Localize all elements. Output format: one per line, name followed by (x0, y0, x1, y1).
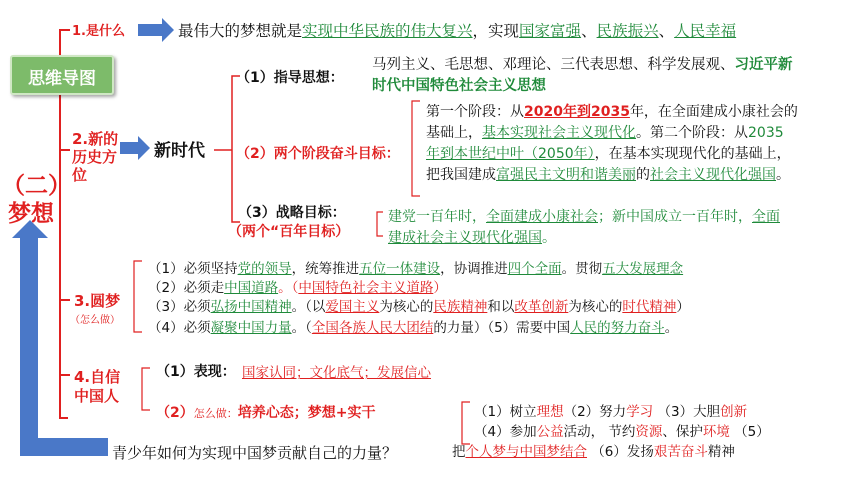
dream-row2-segment: （2）必须走 (148, 280, 225, 296)
performance-content-segment: 国家认同；文化底气；发展信心 (242, 365, 431, 381)
how-to-small: 怎么做： (193, 407, 238, 420)
two-stage-line1 (426, 101, 798, 121)
two-stage-line4-segment: 把我国建成 (426, 167, 496, 183)
detail-line1-segment: 创新 (720, 404, 748, 420)
branch2-label-line3: 位 (72, 166, 88, 184)
strategic-goal-line2-segment: 。 (542, 230, 556, 246)
detail-line2-segment: （4）参加 (474, 424, 537, 440)
detail-line2-segment: 公益 (536, 424, 564, 440)
detail-line1-segment: （1）树立 (474, 404, 537, 420)
branch1-content-segment: 民族振兴 (596, 22, 659, 40)
detail-line1-segment: （2）努力 (563, 404, 627, 420)
branch4-label-line2: 中国人 (74, 387, 120, 405)
strategic-goal-line1-segment: 建党一百年时， (388, 209, 486, 225)
strategic-goal-label-line1: （3）战略目标： (238, 205, 346, 221)
branch1-content-segment: 人民幸福 (674, 22, 737, 40)
two-stage-label: （2）两个阶段奋斗目标： (236, 146, 400, 162)
dream-row4-segment: 全国各族人民大团结 (311, 320, 434, 336)
dream-row1-segment: 党的领导 (237, 261, 292, 277)
two-stage-line1-segment: 2020年到2035 (524, 104, 630, 120)
branch4-label-line1: 4.自信 (74, 368, 121, 386)
branch1-content-segment: 最伟大的梦想就是 (178, 22, 303, 40)
question-text: 青少年如何为实现中国梦贡献自己的力量？ (112, 444, 398, 462)
arrow-right-icon (138, 18, 174, 42)
detail-line3 (452, 440, 735, 460)
branch2-label-line1: 2.新的 (72, 130, 119, 148)
guiding-thought-line1-segment: 习近平新 (734, 57, 793, 73)
strategic-goal-line1-segment: 全面建成小康社会 (486, 209, 598, 225)
center-node (2, 172, 71, 228)
dream-row1-segment: 五位一体建设 (359, 261, 441, 277)
dream-row3-segment: 民族精神 (433, 299, 488, 315)
strategic-goal-label (228, 204, 350, 242)
how-to-prefix: （2） (156, 405, 194, 421)
two-stage-line4-segment: 的 (636, 167, 650, 183)
detail-line1-segment: 理想 (536, 404, 564, 420)
new-era-node: 新时代 (154, 141, 205, 161)
branch1-content (178, 19, 736, 41)
dream-row1 (148, 257, 683, 277)
dream-row4-segment: （4）必须 (148, 320, 211, 336)
dream-row3-segment: 时代精神 (622, 299, 677, 315)
branch3-sublabel: （怎么做） (70, 315, 120, 326)
dream-row1-segment: （1）必须坚持 (148, 261, 238, 277)
dream-row3 (148, 295, 690, 315)
dream-row3-segment: 为核心的 (379, 299, 434, 315)
dream-row2 (148, 276, 447, 296)
mind-map-badge (10, 55, 114, 95)
detail-bracket (462, 402, 470, 444)
two-stage-line2-segment: 2035 (748, 125, 784, 141)
two-stage-line1-segment: 年，在全面建成小康社会的 (629, 104, 798, 120)
dream-row4-segment: 。（ (291, 320, 312, 336)
strategic-goal-line1-segment: 全面 (752, 209, 780, 225)
branch1-content-segment: 实现中华民族的伟大复兴 (302, 22, 473, 40)
dream-row3-segment: 为核心的 (568, 299, 623, 315)
branch1-label: 1.是什么 (72, 24, 125, 39)
dream-row3-segment: 改革创新 (514, 299, 569, 315)
branch1-content-segment: 、 (658, 22, 675, 40)
branch1-content-segment: 国家富强 (519, 22, 582, 40)
dream-row2-segment: 中国特色社会主义道路 (298, 280, 434, 296)
detail-line2 (474, 420, 770, 440)
dream-row3-segment: 。（以 (291, 299, 326, 315)
dream-row4-segment: 。 (664, 320, 679, 336)
two-stage-line3-segment: ，在基本实现现代化的基础上， (594, 146, 791, 162)
dream-row1-segment: 。贯彻 (561, 261, 603, 277)
strategic-goal-line1-segment: ；新中国成立一百年时， (598, 209, 752, 225)
two-stage-line2-segment: 基本实现社会主义现代化 (482, 125, 636, 141)
dream-row3-segment: 爱国主义 (325, 299, 380, 315)
detail-line2-segment: 环境 (702, 424, 730, 440)
dream-row3-segment: ） (676, 299, 690, 315)
how-to-text: 培养心态；梦想+实干 (237, 405, 376, 421)
guiding-thought-line1 (372, 53, 793, 74)
detail-line3-segment: 精神 (707, 444, 735, 460)
dream-row4-segment: 凝聚中国力量 (210, 320, 292, 336)
detail-line3-segment: 艰苦奋斗 (653, 444, 708, 460)
detail-line2-segment: 资源 (635, 424, 663, 440)
strategic-goal-label-line2: （两个“百年目标） (228, 224, 350, 240)
two-stage-line4 (426, 164, 790, 184)
guiding-thought-line2-segment: 时代中国特色社会主义思想 (372, 78, 546, 94)
mind-map-badge-label: 思维导图 (28, 69, 96, 89)
two-stage-line4-segment: 。 (776, 167, 790, 183)
detail-line3-segment: 个人梦与中国梦结合 (465, 444, 587, 460)
branch1-content-segment: ，实现 (472, 22, 520, 40)
two-stage-line3-segment: 年到本世纪中叶（2050年） (426, 146, 595, 162)
guiding-thought-line2 (372, 74, 546, 95)
center-node-line2: 梦想 (8, 201, 54, 227)
dream-row3-segment: （3）必须 (148, 299, 211, 315)
two-stage-line2 (426, 122, 784, 142)
strategic-goal-line2 (388, 227, 556, 247)
two-stage-line2-segment: 。第二个阶段：从 (636, 125, 748, 141)
strategic-goal-line2-segment: 建成社会主义现代化强国 (388, 230, 542, 246)
two-stage-line4-segment: 社会主义现代化强国 (650, 167, 776, 183)
dream-row1-segment: ，统筹推进 (291, 261, 360, 277)
dream-row4-segment: 的力量）（5）需要中国 (433, 320, 571, 336)
strategy-bracket (377, 212, 383, 236)
dream-row3-segment: 弘扬中国精神 (210, 299, 292, 315)
guiding-thought-line1-segment: 马列主义、毛思想、邓理论、三代表思想、科学发展观、 (372, 57, 735, 73)
arrow-right-icon-2 (120, 136, 150, 160)
dream-row2-segment: 中国道路 (224, 280, 279, 296)
two-stage-line3 (426, 143, 791, 163)
two-stage-line4-segment: 富强民主文明和谐美丽 (496, 167, 636, 183)
two-stage-line1-segment: 第一个阶段：从 (426, 104, 524, 120)
dream-row1-segment: ，协调推进 (440, 261, 508, 277)
detail-line1-segment: （3）大胆 (653, 404, 721, 420)
dream-row1-segment: 五大发展理念 (602, 261, 684, 277)
stage-bracket (412, 101, 420, 196)
branch1-content-segment: 、 (581, 22, 597, 40)
detail-line2-segment: 、保护 (662, 424, 703, 440)
branch2-label-line2: 历史方 (72, 148, 118, 166)
branch4-label (74, 368, 120, 406)
strategic-goal-line1 (388, 206, 780, 226)
detail-line1-segment: 学习 (626, 404, 654, 420)
dream-row1-segment: 四个全面 (507, 261, 562, 277)
dream-bracket (134, 261, 142, 332)
how-to-label (156, 402, 375, 422)
performance-content (242, 361, 431, 381)
detail-line2-segment: （5） (729, 424, 770, 440)
dream-row3-segment: 和以 (487, 299, 515, 315)
detail-line2-segment: 活动， 节约 (563, 424, 636, 440)
center-node-line1: （二） (2, 173, 71, 199)
dream-row4-segment: 人民的努力奋斗 (570, 320, 665, 336)
confidence-bracket (142, 368, 150, 410)
branch2-label (72, 130, 118, 184)
detail-line3-segment: 把 (452, 444, 466, 460)
dream-row2-segment: 。（ (278, 280, 299, 296)
performance-label: （1）表现： (156, 364, 236, 380)
two-stage-line2-segment: 基础上， (426, 125, 482, 141)
guiding-thought-label: （1）指导思想： (236, 70, 344, 86)
detail-line1 (474, 400, 747, 420)
branch3-label: 3.圆梦 (74, 292, 121, 310)
dream-row4 (148, 316, 678, 336)
detail-line3-segment: （6）发扬 (587, 444, 654, 460)
dream-row2-segment: ） (433, 280, 447, 296)
